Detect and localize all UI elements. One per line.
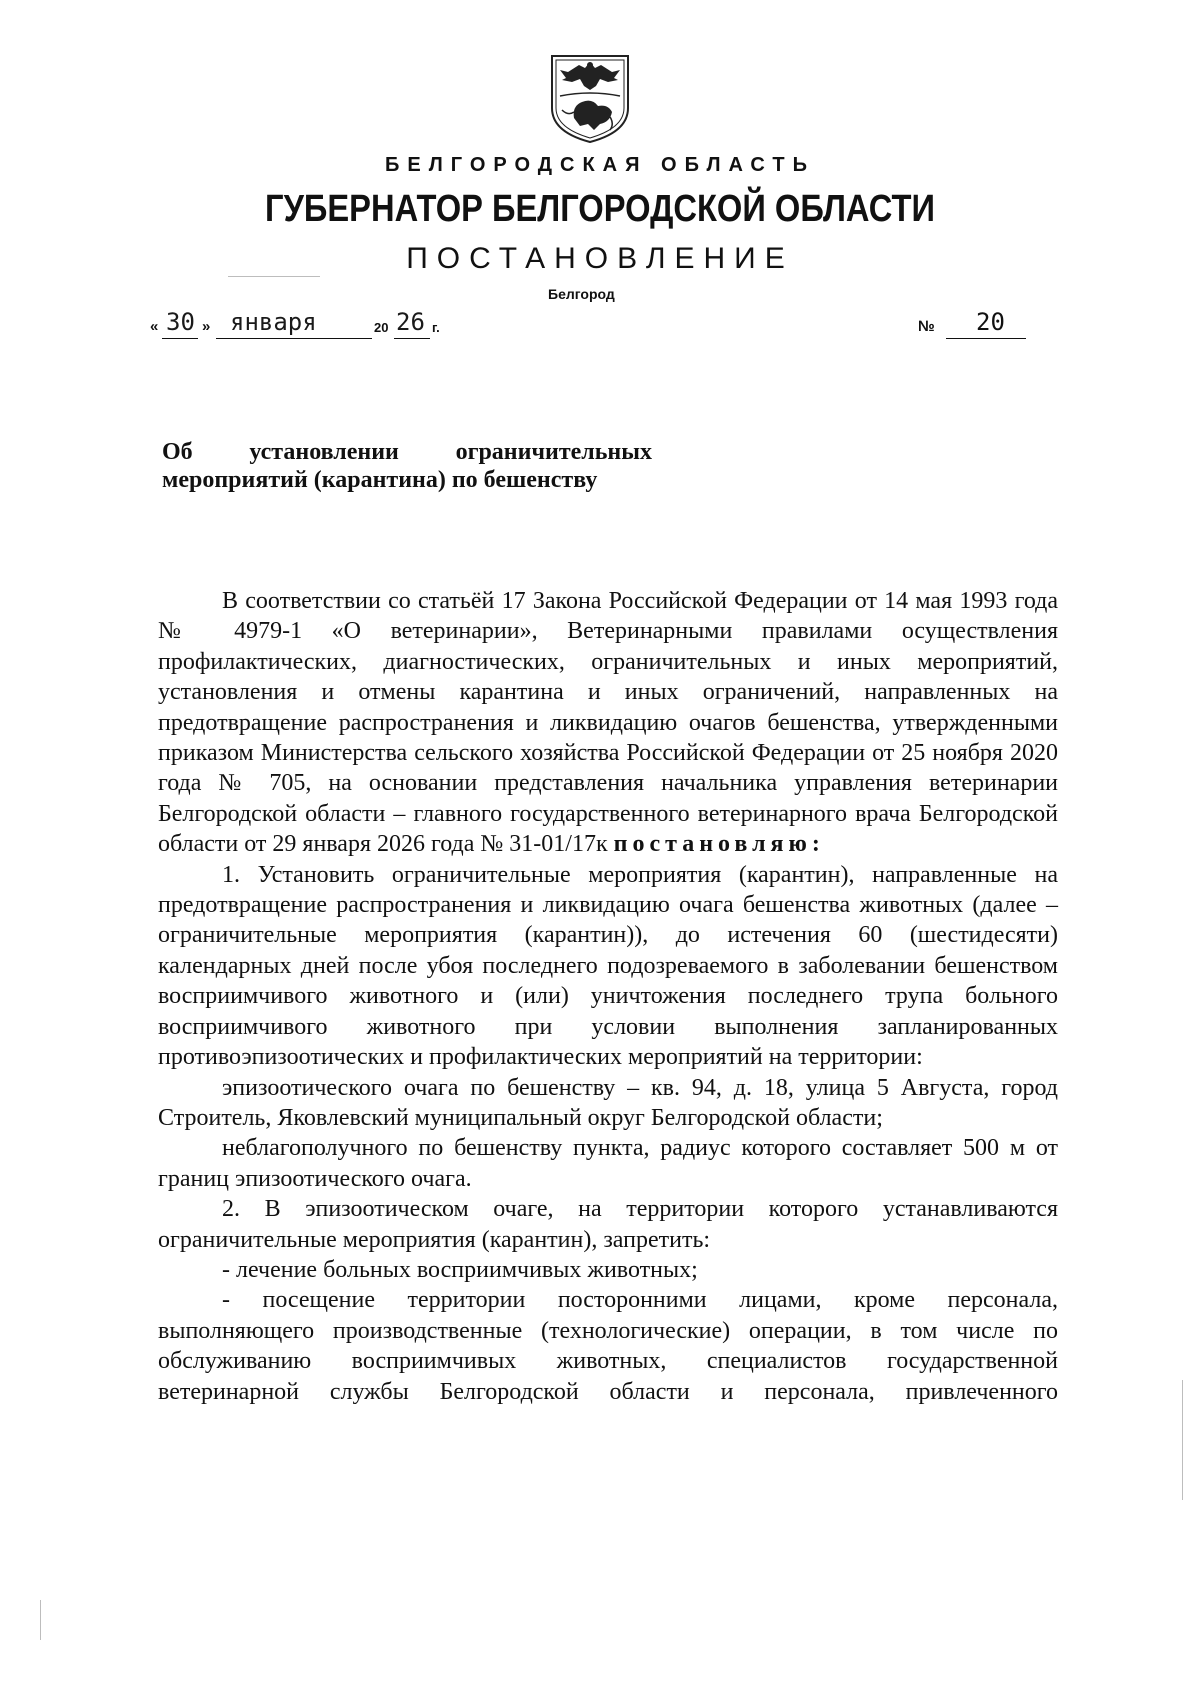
number-underline (946, 338, 1026, 339)
decree-title (162, 438, 652, 494)
scan-edge-mark (40, 1600, 41, 1640)
day-underline (162, 338, 198, 339)
paragraph-1: 1. Установить ограничительные мероприятия (карантин), направленные на предотвращение распространения и ликвидацию очага бешенства животных (далее – ограничительные мероприятия (карантин)), до истечения 60 (шестидесяти) календарных дней после убоя последнего подозреваемого в заболевании бешенством восприимчивого животного и (или) уничтожения последнего трупа больного восприимчивого животного при условии выполнения запланированных противоэпизоотических и профилактических мероприятий на территории: (158, 861, 1058, 1071)
title-word: ограничительных (455, 439, 652, 465)
paragraph-2: 2. В эпизоотическом очаге, на территории которого устанавливаются ограничительные мероприятия (карантин), запретить: (158, 1196, 1058, 1253)
belgorod-coat-of-arms-icon (548, 52, 632, 144)
title-word: установлении (249, 439, 399, 465)
date-year-prefix: 20 (374, 320, 389, 335)
paragraph-2a: - лечение больных восприимчивых животных; (222, 1256, 698, 1283)
year-underline (394, 338, 430, 339)
date-close-quote: » (202, 318, 211, 335)
month-underline (216, 338, 372, 339)
title-line-1 (162, 438, 652, 466)
date-year-suffix: 26 (396, 308, 425, 336)
document-type: ПОСТАНОВЛЕНИЕ (406, 242, 794, 275)
preamble-text: В соответствии со статьёй 17 Закона Российской Федерации от 14 мая 1993 года № 4979-1 «О ветеринарии», Ветеринарными правилами осуществления профилактических, диагностических, ограничительных и иных мероприятий, установления и отмены карантина и иных ограничений, направленных на предотвращение распространения и ликвидацию очагов бешенства, утвержденными приказом Министерства сельского хозяйства Российской Федерации от 25 ноября 2020 года № 705, на основании представления начальника управления ветеринарии Белгородской области – главного государственного ветеринарного врача Белгородской области от 29 января 2026 года № 31-01/17к (158, 588, 1058, 858)
decree-number (918, 308, 1028, 342)
title-word: Об (162, 439, 193, 465)
issue-city: Белгород (548, 286, 615, 302)
number-label: № (918, 318, 935, 335)
resolve-word: постановляю: (613, 831, 825, 858)
date-year-mark: г. (432, 320, 440, 335)
date-day: 30 (166, 308, 195, 336)
scan-dust-mark (228, 276, 320, 277)
decree-date (150, 308, 450, 342)
date-month: января (230, 308, 317, 336)
region-name: БЕЛГОРОДСКАЯ ОБЛАСТЬ (385, 154, 815, 176)
paragraph-1a: эпизоотического очага по бешенству – кв. 94, д. 18, улица 5 Августа, город Строитель, Яковлевский муниципальный округ Белгородской области; (158, 1074, 1058, 1131)
title-line-2: мероприятий (карантина) по бешенству (162, 467, 598, 493)
scan-edge-mark (1182, 1380, 1183, 1500)
decree-body (158, 586, 1058, 1407)
paragraph-2b: - посещение территории посторонними лицами, кроме персонала, выполняющего производственные (технологические) операции, в том числе по обслуживанию восприимчивых животных, специалистов государственной ветеринарной службы Белгородской области и персонала, привлеченного (158, 1287, 1058, 1405)
number-value: 20 (976, 308, 1005, 336)
issuer-title: ГУБЕРНАТОР БЕЛГОРОДСКОЙ ОБЛАСТИ (265, 188, 935, 230)
paragraph-1b: неблагополучного по бешенству пункта, радиус которого составляет 500 м от границ эпизоотического очага. (158, 1135, 1058, 1192)
preamble-paragraph (158, 586, 1058, 860)
date-open-quote: « (150, 318, 159, 335)
